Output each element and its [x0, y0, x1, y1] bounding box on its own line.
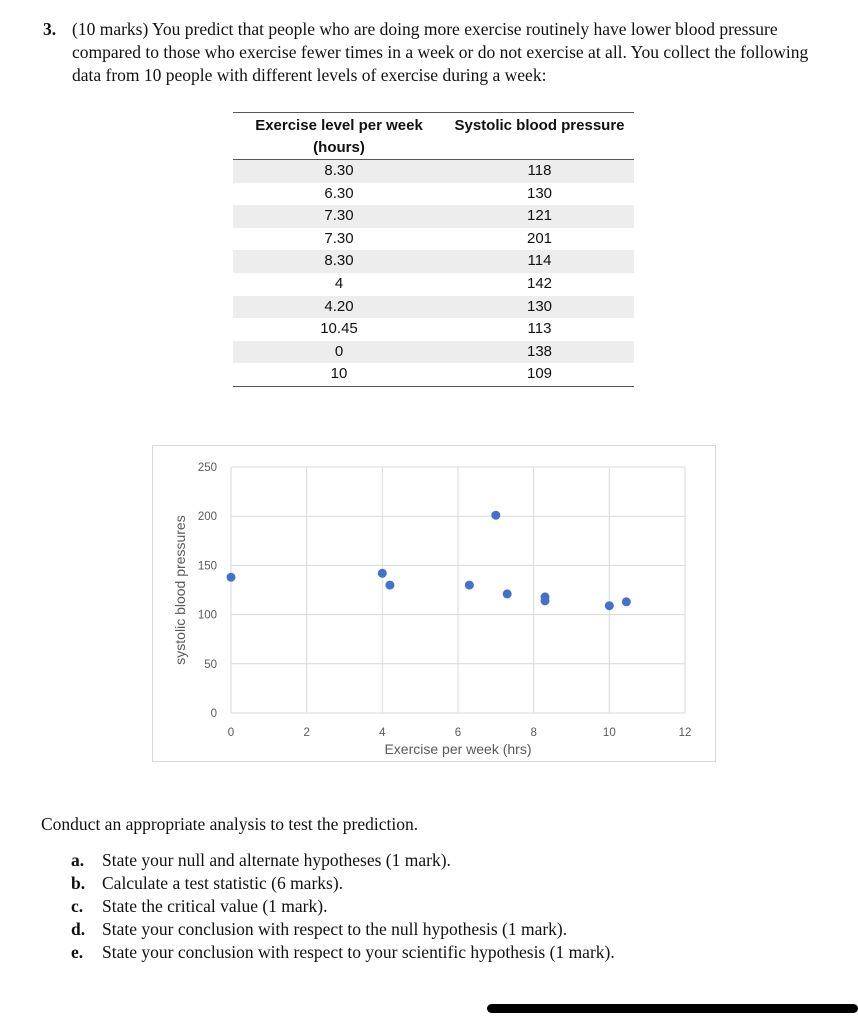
part-item: [71, 941, 831, 964]
header-blood-pressure: Systolic blood pressure: [445, 113, 634, 160]
cell-pressure: 113: [527, 320, 552, 338]
cell-exercise: 6.30: [324, 184, 354, 202]
cell-exercise: 4: [334, 274, 344, 292]
part-text: State your null and alternate hypotheses (1 mark).: [102, 850, 451, 870]
cell-exercise: 4.20: [233, 296, 445, 319]
part-letter: e.: [71, 942, 84, 962]
table-row: [233, 363, 634, 386]
x-tick-label: 6: [454, 727, 462, 739]
data-point: [605, 601, 614, 610]
part-item: [71, 849, 831, 872]
part-text: State your conclusion with respect to the null hypothesis (1 mark).: [102, 919, 568, 939]
x-tick-label: 2: [303, 727, 310, 739]
cell-pressure: 142: [526, 274, 553, 292]
x-tick-label: 8: [530, 727, 537, 739]
data-point: [378, 569, 387, 578]
data-point: [503, 589, 512, 598]
cell-exercise: 10: [233, 363, 445, 386]
cell-exercise: 0: [233, 341, 445, 364]
part-letter: a.: [71, 850, 85, 870]
y-tick-labels: [198, 462, 217, 720]
y-tick-label: 200: [197, 511, 217, 524]
data-point: [385, 581, 394, 590]
data-table: [233, 112, 634, 387]
x-tick-label: 10: [602, 727, 616, 739]
y-tick-label: 250: [197, 462, 217, 474]
y-tick-label: 0: [210, 708, 217, 720]
part-letter: c.: [71, 896, 84, 916]
part-item: [71, 895, 831, 918]
part-text: Calculate a test statistic (6 marks).: [102, 873, 344, 893]
question-number: 3.: [43, 19, 57, 39]
data-point: [541, 596, 550, 605]
part-letter: b.: [71, 873, 86, 893]
cell-pressure: 109: [445, 363, 634, 386]
header-exercise-level: Exercise level per week (hours): [233, 113, 445, 160]
cell-exercise: 8.30: [233, 250, 445, 273]
cell-pressure: 130: [526, 184, 553, 202]
x-axis-label: Exercise per week (hrs): [384, 741, 532, 757]
table-row: [233, 273, 634, 296]
table-row: [233, 183, 634, 206]
table-row: [233, 160, 634, 183]
x-tick-label: 0: [227, 727, 235, 739]
table-row: [233, 318, 634, 341]
cell-exercise: 7.30: [324, 229, 354, 247]
table-row: [233, 228, 634, 251]
data-point: [465, 581, 474, 590]
cell-pressure: 121: [445, 205, 634, 228]
x-tick-labels: [228, 727, 692, 739]
part-text: State the critical value (1 mark).: [102, 896, 328, 916]
cell-pressure: 201: [526, 229, 553, 247]
y-tick-label: 100: [197, 609, 217, 622]
analysis-prompt: Conduct an appropriate analysis to test the prediction.: [41, 814, 419, 834]
chart-grid: [231, 467, 685, 713]
x-tick-label: 4: [379, 727, 386, 739]
data-point: [227, 573, 236, 582]
data-point: [491, 511, 500, 520]
table-row: [233, 250, 634, 273]
scatter-chart: [152, 445, 716, 762]
table-row: [233, 205, 634, 228]
y-axis-label: systolic blood pressures: [172, 515, 188, 665]
y-tick-label: 150: [197, 560, 217, 573]
part-item: [71, 872, 831, 895]
cell-pressure: 118: [445, 160, 634, 183]
cell-pressure: 114: [445, 250, 634, 273]
y-tick-label: 50: [204, 658, 217, 671]
question-text: (10 marks) You predict that people who are doing more exercise routinely have lower blood pressure compared to those who exercise fewer times in a week or do not exercise at all. You collect the following data from 10 people with different levels of exercise during a week:: [72, 19, 809, 85]
home-indicator-bar[interactable]: [487, 1004, 858, 1013]
chart-svg: [153, 446, 715, 761]
data-point: [622, 597, 631, 606]
chart-points: [227, 511, 631, 611]
part-text: State your conclusion with respect to your scientific hypothesis (1 mark).: [102, 942, 615, 962]
table-row: [233, 296, 634, 319]
part-item: [71, 918, 831, 941]
cell-exercise: 10.45: [320, 320, 358, 338]
question-parts: [71, 849, 831, 964]
table-row: [233, 341, 634, 364]
data-table-container: [233, 112, 634, 387]
x-tick-label: 12: [678, 727, 692, 739]
part-letter: d.: [71, 919, 86, 939]
table-header-row: [233, 113, 634, 160]
cell-exercise: 7.30: [233, 205, 445, 228]
cell-exercise: 8.30: [233, 160, 445, 183]
cell-pressure: 130: [445, 296, 634, 319]
cell-pressure: 138: [445, 341, 634, 364]
